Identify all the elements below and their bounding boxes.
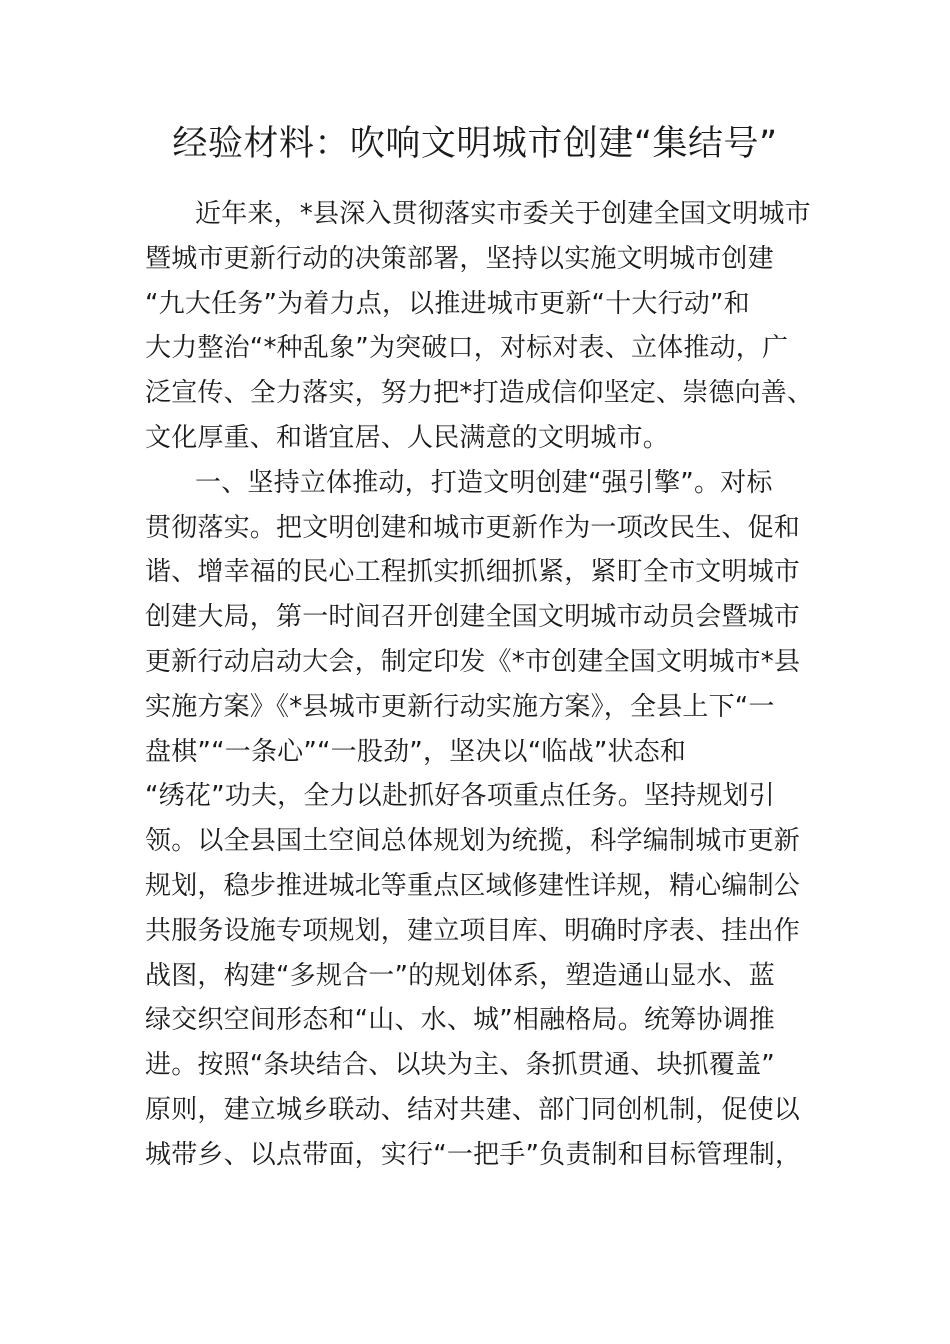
paragraph-line: 近年来，*县深入贯彻落实市委关于创建全国文明城市 <box>195 199 811 229</box>
paragraph-line: 暨城市更新行动的决策部署，坚持以实施文明城市创建 <box>145 243 774 274</box>
paragraph-line: 实施方案》《*县城市更新行动实施方案》，全县上下“一 <box>145 691 775 722</box>
paragraph-line: “绣花”功夫，全力以赴抓好各项重点任务。坚持规划引 <box>145 781 775 812</box>
paragraph-line: 一、坚持立体推动，打造文明创建“强引擎”。对标 <box>195 467 773 498</box>
document-title: 经验材料：吹响文明城市创建“集结号” <box>172 124 778 164</box>
paragraph-line: 更新行动启动大会，制定印发《*市创建全国文明城市*县 <box>145 646 801 677</box>
paragraph-line: 贯彻落实。把文明创建和城市更新作为一项改民生、促和 <box>145 512 801 543</box>
paragraph-line: “九大任务”为着力点，以推进城市更新“十大行动”和 <box>145 288 750 319</box>
paragraph-line: 大力整治“*种乱象”为突破口，对标对表、立体推动，广 <box>145 333 789 364</box>
paragraph-line: 进。按照“条块结合、以块为主、条抓贯通、块抓覆盖” <box>145 1050 775 1081</box>
paragraph-line: 原则，建立城乡联动、结对共建、部门同创机制，促使以 <box>145 1094 801 1125</box>
paragraph-line: 共服务设施专项规划，建立项目库、明确时序表、挂出作 <box>145 915 801 946</box>
paragraph-line: 战图，构建“多规合一”的规划体系，塑造通山显水、蓝 <box>145 960 775 991</box>
paragraph-line: 规划，稳步推进城北等重点区域修建性详规，精心编制公 <box>145 870 801 901</box>
paragraph-line: 绿交织空间形态和“山、水、城”相融格局。统筹协调推 <box>145 1005 775 1036</box>
document-body <box>145 192 815 1178</box>
paragraph-line: 盘棋”“一条心”“一股劲”，坚决以“临战”状态和 <box>145 736 687 767</box>
paragraph-line: 文化厚重、和谐宜居、人民满意的文明城市。 <box>145 422 670 453</box>
paragraph-line: 领。以全县国土空间总体规划为统揽，科学编制城市更新 <box>145 826 801 857</box>
paragraph-line: 泛宣传、全力落实，努力把*打造成信仰坚定、崇德向善、 <box>145 378 814 409</box>
paragraph-line: 城带乡、以点带面，实行“一把手”负责制和目标管理制， <box>145 1139 802 1170</box>
paragraph-line: 谐、增幸福的民心工程抓实抓细抓紧，紧盯全市文明城市 <box>145 557 801 588</box>
paragraph-line: 创建大局，第一时间召开创建全国文明城市动员会暨城市 <box>145 602 801 633</box>
